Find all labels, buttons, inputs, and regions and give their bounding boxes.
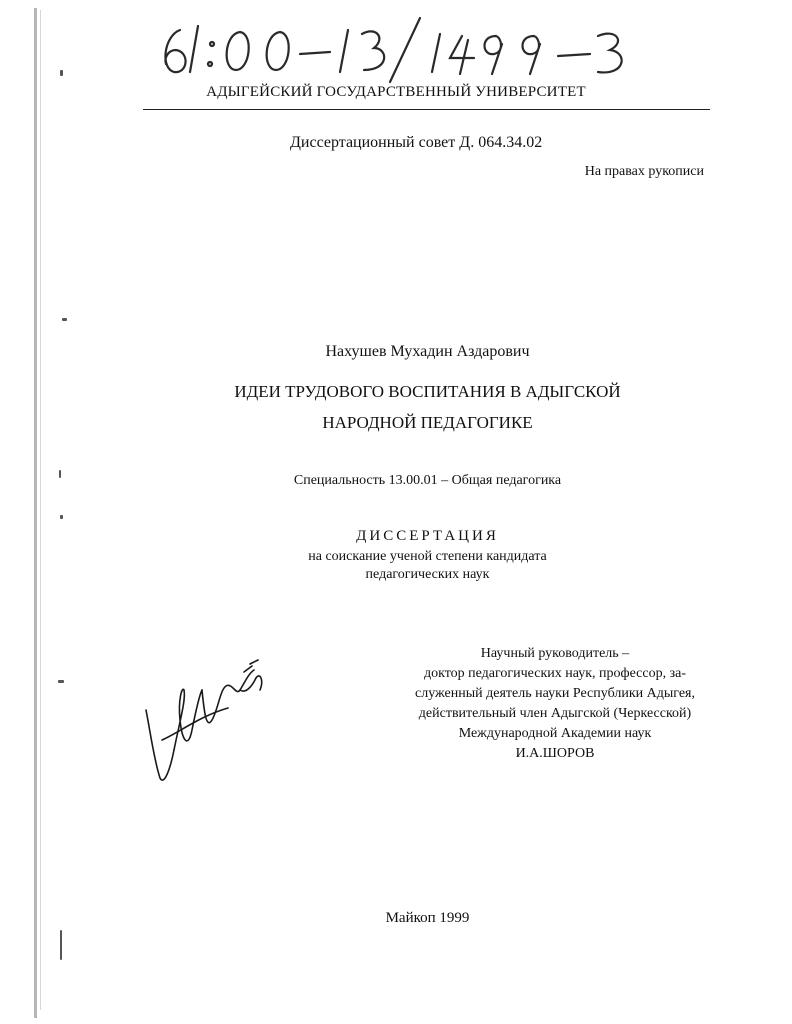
specialty: Специальность 13.00.01 – Общая педагогика — [293, 473, 562, 488]
university-name: АДЫГЕЙСКИЙ ГОСУДАРСТВЕННЫЙ УНИВЕРСИТЕТ — [206, 84, 586, 100]
handwritten-catalog-number — [150, 8, 630, 84]
dissertation-council: Диссертационный совет Д. 064.34.02 — [290, 134, 543, 151]
advisor-line: Международной Академии наук — [458, 726, 652, 741]
dissertation-heading: ДИССЕРТАЦИЯ — [356, 528, 499, 544]
scan-edge-shadow — [34, 8, 37, 1018]
scan-edge-line — [40, 10, 41, 1010]
manuscript-rights-note: На правах рукописи — [584, 164, 704, 179]
scan-speck — [60, 70, 63, 76]
dissertation-degree-line: педагогических наук — [365, 567, 490, 582]
scientific-advisor-block — [400, 644, 710, 764]
advisor-line: служенный деятель науки Республики Адыгея, — [415, 686, 695, 701]
advisor-line: Научный руководитель – — [480, 646, 630, 661]
scan-speck — [60, 930, 62, 960]
scan-speck — [58, 680, 64, 683]
thesis-title-line: НАРОДНОЙ ПЕДАГОГИКЕ — [322, 413, 533, 432]
signature — [140, 650, 270, 790]
scan-speck — [60, 515, 63, 519]
thesis-title-line: ИДЕИ ТРУДОВОГО ВОСПИТАНИЯ В АДЫГСКОЙ — [234, 382, 621, 401]
header-rule — [143, 109, 710, 110]
city-year: Майкоп 1999 — [385, 910, 470, 926]
dissertation-degree-line: на соискание ученой степени кандидата — [308, 549, 547, 564]
scan-speck — [62, 318, 67, 321]
author-name: Нахушев Мухадин Аздарович — [325, 343, 530, 360]
advisor-line: доктор педагогических наук, профессор, за- — [423, 666, 687, 681]
advisor-line: действительный член Адыгской (Черкесской) — [418, 706, 692, 721]
advisor-name: И.А.ШОРОВ — [515, 746, 595, 761]
